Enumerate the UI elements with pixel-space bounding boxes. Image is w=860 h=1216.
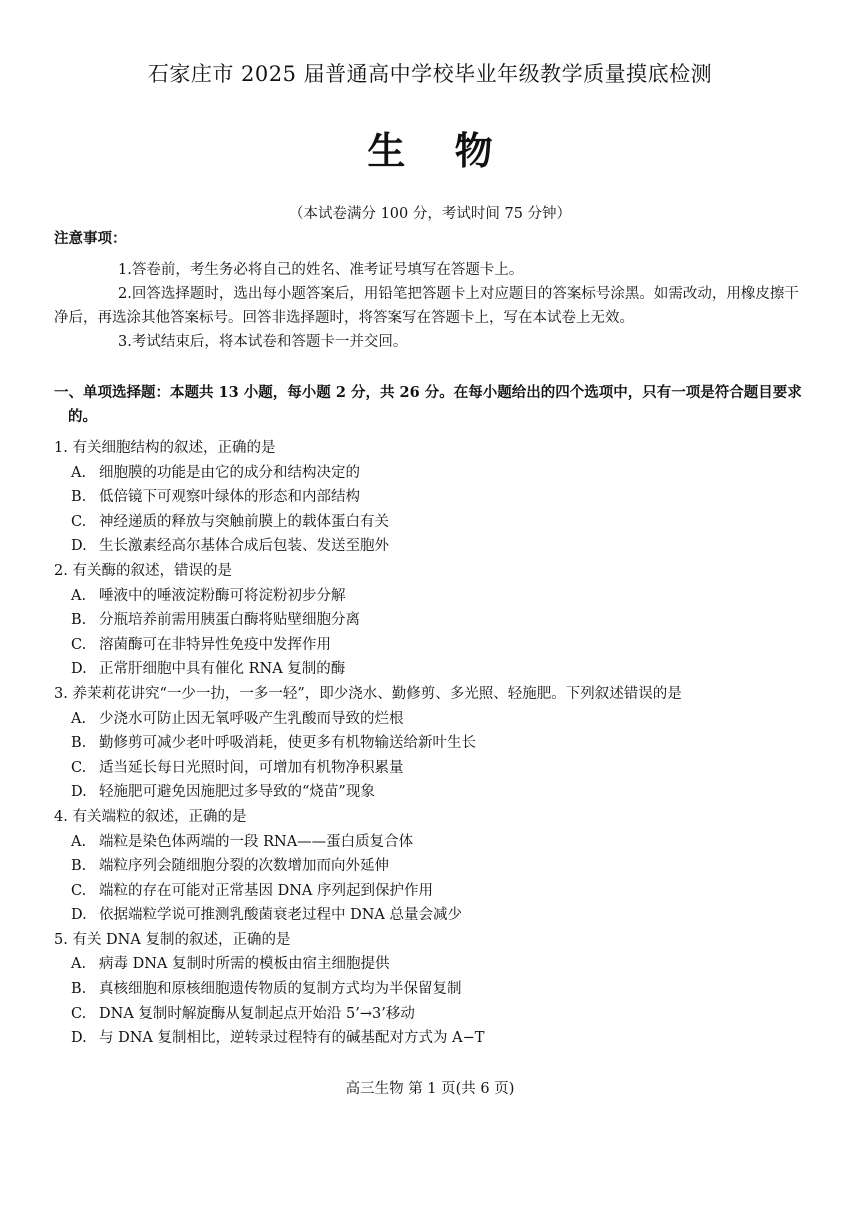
page-footer: 高三生物 第 1 页(共 6 页) xyxy=(345,1081,515,1097)
option-text: 轻施肥可避免因施肥过多导致的“烧苗”现象 xyxy=(99,784,375,801)
option xyxy=(54,485,814,510)
option-letter: A. xyxy=(71,956,87,973)
option xyxy=(54,608,814,633)
note-text: 考试结束后，将本试卷和答题卡一并交回。 xyxy=(131,334,408,350)
option-text: 真核细胞和原核细胞遗传物质的复制方式均为半保留复制 xyxy=(99,981,462,998)
note-item xyxy=(54,258,810,282)
question-stem: 1. 有关细胞结构的叙述，正确的是 xyxy=(54,440,276,456)
question xyxy=(54,682,814,805)
option-letter: C. xyxy=(71,1005,87,1022)
option-letter: B. xyxy=(71,858,87,875)
section-heading: 一、单项选择题：本题共 13 小题，每小题 2 分，共 26 分。在每小题给出的四个选项中，只有一项是符合题目要求的。 xyxy=(54,384,802,425)
option-letter: C. xyxy=(71,759,87,776)
option-text: 病毒 DNA 复制时所需的模板由宿主细胞提供 xyxy=(99,956,390,973)
option-text: 正常肝细胞中具有催化 RNA 复制的酶 xyxy=(99,661,346,678)
question xyxy=(54,928,814,1051)
option xyxy=(54,461,814,486)
option-text: 勤修剪可减少老叶呼吸消耗，使更多有机物输送给新叶生长 xyxy=(99,735,476,752)
note-text: 回答选择题时，选出每小题答案后，用铅笔把答题卡上对应题目的答案标号涂黑。如需改动，用橡皮擦干净后，再选涂其他答案标号。回答非选择题时，将答案写在答题卡上，写在本试卷上无效。 xyxy=(54,286,799,326)
option xyxy=(54,952,814,977)
option xyxy=(54,977,814,1002)
option-letter: A. xyxy=(71,464,87,481)
option-letter: D. xyxy=(71,538,87,555)
option xyxy=(54,731,814,756)
option-text: 生长激素经高尔基体合成后包装、发送至胞外 xyxy=(99,538,389,555)
question-stem: 4. 有关端粒的叙述，正确的是 xyxy=(54,808,247,825)
note-item xyxy=(54,330,810,354)
option-text: 低倍镜下可观察叶绿体的形态和内部结构 xyxy=(99,489,360,506)
option xyxy=(54,854,814,879)
option xyxy=(54,510,814,535)
option-text: 端粒的存在可能对正常基因 DNA 序列起到保护作用 xyxy=(99,882,434,899)
option-letter: B. xyxy=(71,981,87,998)
question-stem: 3. 养茉莉花讲究“一少一扐，一多一轻”，即少浇水、勤修剪、多光照、轻施肥。下列叙述错误的是 xyxy=(54,685,682,702)
option-letter: B. xyxy=(71,612,87,629)
exam-info: （本试卷满分 100 分，考试时间 75 分钟） xyxy=(288,206,572,222)
note-number: 1. xyxy=(118,262,132,278)
option-letter: D. xyxy=(71,907,87,924)
option-letter: A. xyxy=(71,833,87,850)
option xyxy=(54,1026,814,1051)
option xyxy=(54,879,814,904)
option-letter: A. xyxy=(71,587,87,604)
option-text: 少浇水可防止因无氧呼吸产生乳酸而导致的烂根 xyxy=(99,710,404,727)
note-number: 3. xyxy=(118,334,132,350)
option xyxy=(54,780,814,805)
question xyxy=(54,559,814,682)
question-stem: 5. 有关 DNA 复制的叙述，正确的是 xyxy=(54,931,291,948)
option-letter: B. xyxy=(71,489,87,506)
option xyxy=(54,903,814,928)
note-number: 2. xyxy=(118,286,132,302)
question-list xyxy=(54,436,814,1051)
option-text: 神经递质的释放与突触前膜上的载体蛋白有关 xyxy=(99,513,389,530)
option-text: 与 DNA 复制相比，逆转录过程特有的碱基配对方式为 A−T xyxy=(99,1030,485,1047)
notes-title: 注意事项： xyxy=(54,230,127,247)
subject-title: 生 物 xyxy=(367,128,511,173)
question xyxy=(54,436,814,559)
option-text: 端粒是染色体两端的一段 RNA——蛋白质复合体 xyxy=(99,833,414,850)
option xyxy=(54,756,814,781)
option-text: 端粒序列会随细胞分裂的次数增加而向外延伸 xyxy=(99,858,389,875)
option xyxy=(54,534,814,559)
option xyxy=(54,584,814,609)
question xyxy=(54,805,814,928)
option-letter: D. xyxy=(71,784,87,801)
option xyxy=(54,707,814,732)
option-letter: A. xyxy=(71,710,87,727)
option-letter: D. xyxy=(71,1030,87,1047)
exam-title: 石家庄市 2025 届普通高中学校毕业年级教学质量摸底检测 xyxy=(147,62,713,86)
option-text: 分瓶培养前需用胰蛋白酶将贴壁细胞分离 xyxy=(99,612,360,629)
option xyxy=(54,633,814,658)
option xyxy=(54,830,814,855)
notes-list xyxy=(54,258,810,354)
question-stem: 2. 有关酶的叙述，错误的是 xyxy=(54,562,232,579)
option-letter: D. xyxy=(71,661,87,678)
option-letter: C. xyxy=(71,882,87,899)
option-letter: B. xyxy=(71,735,87,752)
option-text: 依据端粒学说可推测乳酸菌衰老过程中 DNA 总量会减少 xyxy=(99,907,463,924)
option-letter: C. xyxy=(71,636,87,653)
option xyxy=(54,657,814,682)
note-text: 答卷前，考生务必将自己的姓名、准考证号填写在答题卡上。 xyxy=(131,262,524,278)
option-text: 溶菌酶可在非特异性免疫中发挥作用 xyxy=(99,636,331,653)
option xyxy=(54,1002,814,1027)
option-letter: C. xyxy=(71,513,87,530)
option-text: 细胞膜的功能是由它的成分和结构决定的 xyxy=(99,464,360,481)
option-text: 适当延长每日光照时间，可增加有机物净积累量 xyxy=(99,759,404,776)
option-text: 唾液中的唾液淀粉酶可将淀粉初步分解 xyxy=(99,587,346,604)
note-item xyxy=(54,282,810,330)
option-text: DNA 复制时解旋酶从复制起点开始沿 5’→3’移动 xyxy=(99,1005,415,1022)
